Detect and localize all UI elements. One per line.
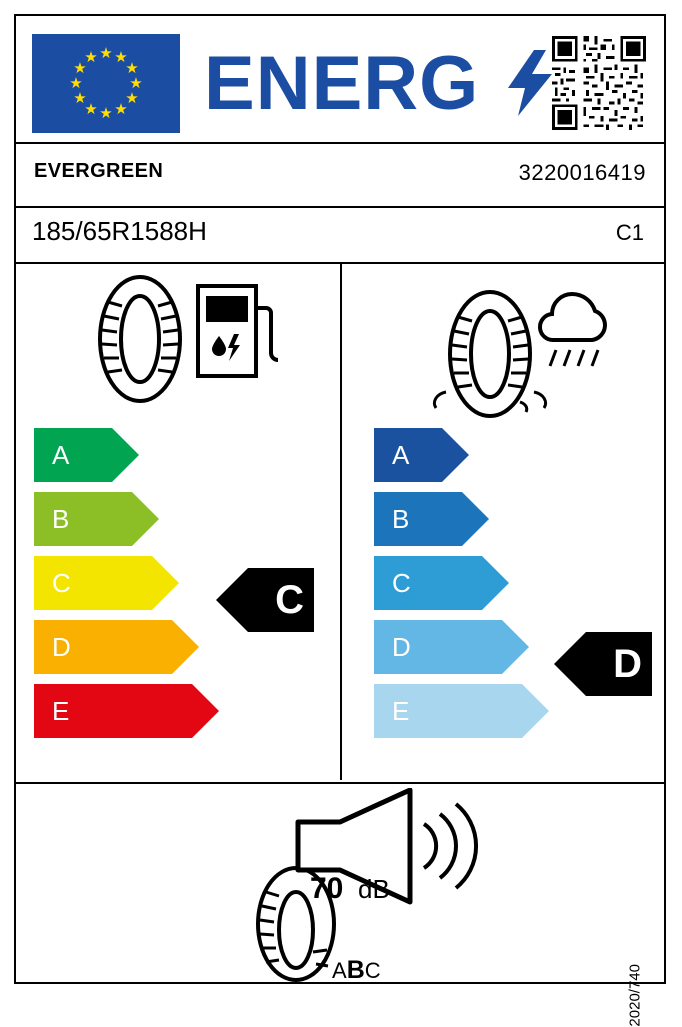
fuel-grade-d	[34, 620, 172, 674]
eu-star-icon: ★	[125, 90, 139, 107]
eu-star-icon: ★	[73, 60, 87, 77]
wet-grade-letter: D	[392, 631, 411, 662]
fuel-grade-row	[34, 428, 214, 482]
brand-name: EVERGREEN	[34, 160, 164, 182]
noise-class-c: C	[364, 958, 381, 983]
fuel-grade-row	[34, 684, 214, 738]
energy-label-card	[14, 14, 666, 1027]
wet-result-letter: D	[613, 641, 642, 686]
fuel-grade-row	[34, 556, 214, 610]
noise-db-value: 70	[310, 872, 344, 905]
product-code: 3220016419	[518, 160, 646, 185]
qr-code-icon	[552, 36, 646, 130]
wet-grade-row	[374, 620, 514, 674]
wet-grade-a	[374, 428, 442, 482]
fuel-result-letter: C	[275, 577, 304, 622]
wet-result-arrow	[586, 632, 652, 696]
fuel-result-arrow	[248, 568, 314, 632]
rain-cloud-icon	[540, 294, 605, 366]
wet-grade-letter: A	[392, 439, 410, 470]
divider-header	[16, 142, 664, 144]
page-title: ENERG	[204, 41, 480, 126]
wet-grade-e	[374, 684, 522, 738]
wet-grade-c	[374, 556, 482, 610]
wet-grade-b	[374, 492, 462, 546]
label-header	[16, 16, 664, 142]
eu-star-icon: ★	[69, 75, 83, 92]
wet-grip-pictogram	[420, 274, 620, 424]
divider-brand	[16, 206, 664, 208]
wet-grade-letter: E	[392, 695, 410, 726]
noise-class-scale	[332, 956, 381, 985]
fuel-pump-icon	[198, 286, 278, 376]
fuel-grade-b	[34, 492, 132, 546]
wet-grade-row	[374, 556, 514, 610]
eu-star-icon: ★	[114, 49, 128, 67]
noise-db-unit: dB	[358, 874, 390, 904]
fuel-grade-e	[34, 684, 192, 738]
regulation-year: 2020/740	[627, 964, 644, 1027]
noise-class-b: B	[346, 956, 365, 984]
eu-star-icon: ★	[99, 45, 113, 62]
fuel-efficiency-pictogram	[88, 274, 278, 404]
eu-flag-icon	[32, 34, 180, 133]
wet-grade-letter: C	[392, 567, 411, 598]
column-divider	[340, 264, 342, 780]
eu-star-icon: ★	[125, 60, 139, 77]
fuel-grade-letter: C	[52, 567, 71, 598]
wet-grade-row	[374, 684, 514, 738]
eu-star-icon: ★	[84, 100, 98, 118]
noise-class-a: A	[332, 958, 347, 983]
wet-grade-letter: B	[392, 503, 410, 534]
wet-grade-d	[374, 620, 502, 674]
fuel-grade-a	[34, 428, 112, 482]
fuel-grade-letter: B	[52, 503, 70, 534]
eu-star-icon: ★	[84, 49, 98, 67]
eu-star-icon: ★	[129, 75, 143, 92]
lightning-bolt-icon	[508, 50, 552, 116]
wet-grade-scale	[374, 428, 514, 748]
wet-grade-row	[374, 492, 514, 546]
fuel-grade-scale	[34, 428, 214, 748]
eu-star-icon: ★	[114, 100, 128, 118]
tyre-size: 185/65R1588H	[32, 216, 207, 246]
eu-star-icon: ★	[99, 105, 113, 122]
fuel-grade-c	[34, 556, 152, 610]
eu-star-icon: ★	[73, 90, 87, 107]
fuel-grade-letter: D	[52, 631, 71, 662]
fuel-grade-row	[34, 492, 214, 546]
fuel-grade-letter: E	[52, 695, 70, 726]
fuel-grade-letter: A	[52, 439, 70, 470]
tyre-class: C1	[615, 220, 644, 245]
wet-grade-row	[374, 428, 514, 482]
fuel-grade-row	[34, 620, 214, 674]
